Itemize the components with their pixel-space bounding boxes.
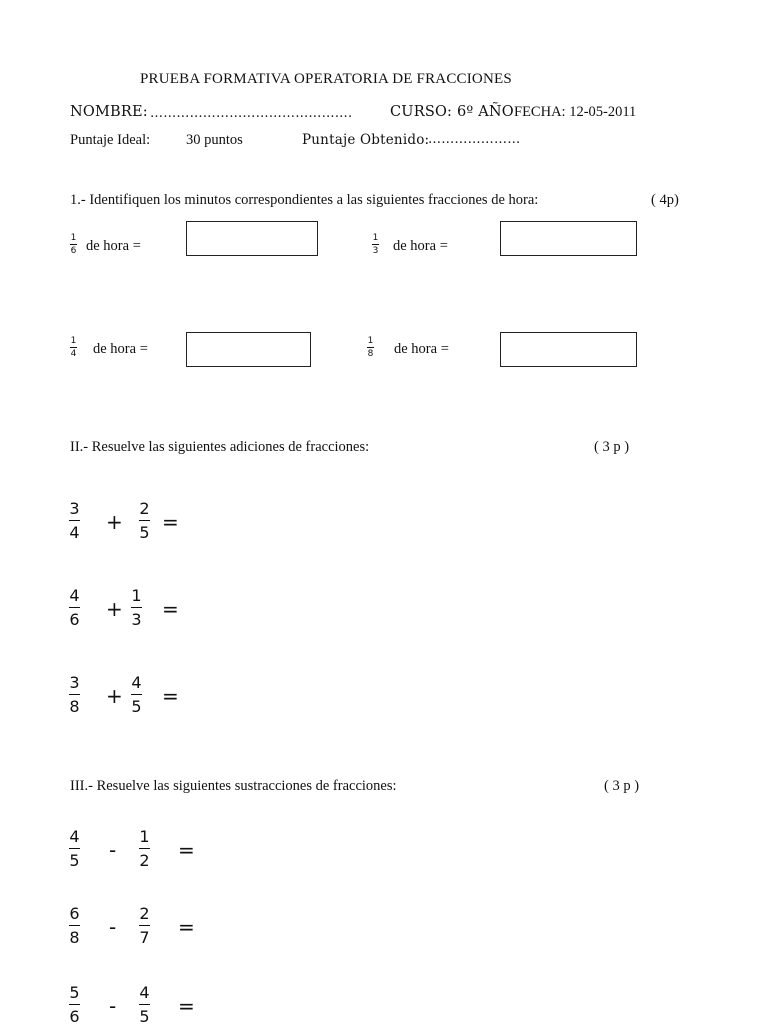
denominator: 6 xyxy=(70,246,77,256)
hour-label: de hora = xyxy=(86,238,141,254)
hour-label: de hora = xyxy=(93,341,148,357)
minus-operator: - xyxy=(109,994,117,1018)
fraction-1-4 xyxy=(70,336,77,359)
numerator: 1 xyxy=(70,336,77,346)
numerator: 1 xyxy=(372,233,379,243)
page-title: PRUEBA FORMATIVA OPERATORIA DE FRACCIONES xyxy=(140,71,512,87)
fraction: 2 5 xyxy=(139,499,150,542)
fraction: 3 8 xyxy=(69,673,80,716)
plus-operator: + xyxy=(106,684,123,708)
section1-instruction: 1.- Identifiquen los minutos correspondientes a las siguientes fracciones de hora: xyxy=(70,192,539,208)
fraction: 6 8 xyxy=(69,904,80,947)
section3-points: ( 3 p ) xyxy=(604,778,640,794)
fraction: 5 6 xyxy=(69,983,80,1026)
equals-sign: = xyxy=(178,838,195,862)
puntaje-obtenido-field[interactable]: ………………… xyxy=(428,132,521,147)
plus-operator: + xyxy=(106,510,123,534)
denominator: 8 xyxy=(367,349,374,359)
denominator: 3 xyxy=(372,246,379,256)
answer-box[interactable] xyxy=(500,332,637,367)
answer-box[interactable] xyxy=(186,221,318,256)
section1-points: ( 4p) xyxy=(651,192,679,208)
equals-sign: = xyxy=(178,994,195,1018)
fraction-1-6 xyxy=(70,233,77,256)
minus-operator: - xyxy=(109,915,117,939)
fraction: 4 6 xyxy=(69,586,80,629)
fraction: 3 4 xyxy=(69,499,80,542)
fraction: 4 5 xyxy=(69,827,80,870)
hour-label: de hora = xyxy=(394,341,449,357)
fraction: 2 7 xyxy=(139,904,150,947)
hour-label: de hora = xyxy=(393,238,448,254)
nombre-label: NOMBRE: xyxy=(70,104,148,120)
section2-instruction: II.- Resuelve las siguientes adiciones de fracciones: xyxy=(70,439,370,455)
puntaje-ideal-label: Puntaje Ideal: xyxy=(70,132,151,148)
equals-sign: = xyxy=(162,684,179,708)
fraction: 4 5 xyxy=(139,983,150,1026)
nombre-field[interactable]: ………………………………………. xyxy=(150,106,353,121)
puntaje-obtenido-label: Puntaje Obtenido: xyxy=(302,132,430,148)
fraction: 1 2 xyxy=(139,827,150,870)
equals-sign: = xyxy=(162,597,179,621)
fraction: 4 5 xyxy=(131,673,142,716)
denominator: 4 xyxy=(70,349,77,359)
equals-sign: = xyxy=(178,915,195,939)
section3-instruction: III.- Resuelve las siguientes sustracciones de fracciones: xyxy=(70,778,397,794)
answer-box[interactable] xyxy=(186,332,311,367)
minus-operator: - xyxy=(109,838,117,862)
numerator: 1 xyxy=(367,336,374,346)
fraction-1-8 xyxy=(367,336,374,359)
answer-box[interactable] xyxy=(500,221,637,256)
puntaje-ideal-value: 30 puntos xyxy=(186,132,243,148)
numerator: 1 xyxy=(70,233,77,243)
section2-points: ( 3 p ) xyxy=(594,439,630,455)
fraction-1-3 xyxy=(372,233,379,256)
fraction: 1 3 xyxy=(131,586,142,629)
curso-label: CURSO: 6º AÑO xyxy=(390,104,514,120)
plus-operator: + xyxy=(106,597,123,621)
fecha-label: FECHA: 12-05-2011 xyxy=(514,104,637,120)
equals-sign: = xyxy=(162,510,179,534)
